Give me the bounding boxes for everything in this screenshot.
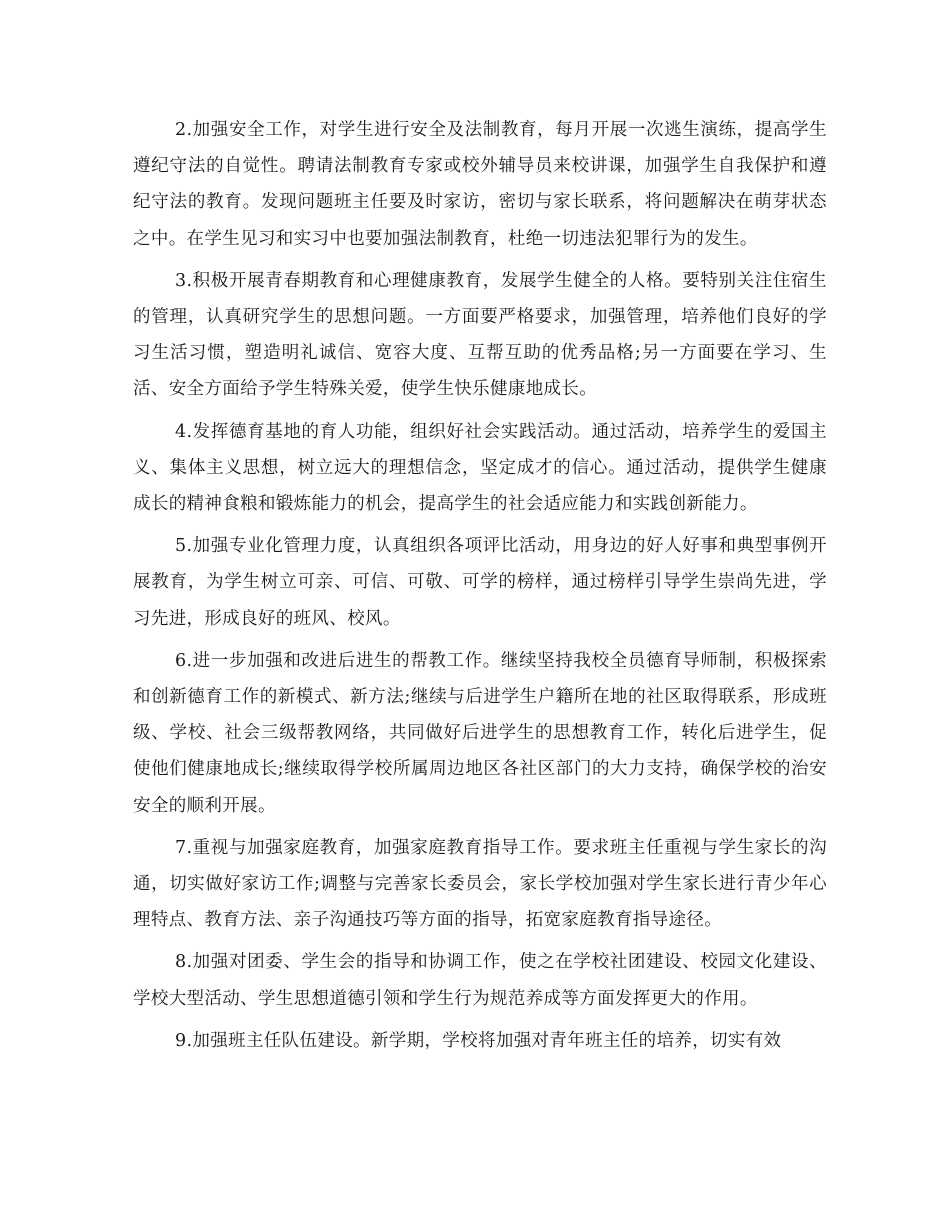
paragraph-item-8: 8.加强对团委、学生会的指导和协调工作，使之在学校社团建设、校园文化建设、学校大型活动、学生思想道德引领和学生行为规范养成等方面发挥更大的作用。: [133, 952, 827, 1009]
paragraph-item-3: 3.积极开展青春期教育和心理健康教育，发展学生健全的人格。要特别关注住宿生的管理，认真研究学生的思想问题。一方面要严格要求，加强管理，培养他们良好的学习生活习惯，塑造明礼诚信、宽容大度、互帮互助的优秀品格;另一方面要在学习、生活、安全方面给予学生特殊关爱，使学生快乐健康地成长。: [133, 270, 827, 400]
paragraph-item-4: 4.发挥德育基地的育人功能，组织好社会实践活动。通过活动，培养学生的爱国主义、集体主义思想，树立远大的理想信念，坚定成才的信心。通过活动，提供学生健康成长的精神食粮和锻炼能力的机会，提高学生的社会适应能力和实践创新能力。: [133, 421, 827, 515]
paragraph-item-6: 6.进一步加强和改进后进生的帮教工作。继续坚持我校全员德育导师制，积极探索和创新德育工作的新模式、新方法;继续与后进学生户籍所在地的社区取得联系，形成班级、学校、社会三级帮教网络，共同做好后进学生的思想教育工作，转化后进学生，促使他们健康地成长;继续取得学校所属周边地区各社区部门的大力支持，确保学校的治安安全的顺利开展。: [133, 650, 827, 816]
paragraph-item-7: 7.重视与加强家庭教育，加强家庭教育指导工作。要求班主任重视与学生家长的沟通，切实做好家访工作;调整与完善家长委员会，家长学校加强对学生家长进行青少年心理特点、教育方法、亲子沟通技巧等方面的指导，拓宽家庭教育指导途径。: [133, 837, 827, 931]
paragraph-item-5: 5.加强专业化管理力度，认真组织各项评比活动，用身边的好人好事和典型事例开展教育，为学生树立可亲、可信、可敬、可学的榜样，通过榜样引导学生崇尚先进，学习先进，形成良好的班风、校风。: [133, 536, 827, 629]
document-body: [133, 112, 827, 1065]
paragraph-item-9: 9.加强班主任队伍建设。新学期，学校将加强对青年班主任的培养，切实有效: [175, 1030, 782, 1051]
paragraph-item-2: 2.加强安全工作，对学生进行安全及法制教育，每月开展一次逃生演练，提高学生遵纪守法的自觉性。聘请法制教育专家或校外辅导员来校讲课，加强学生自我保护和遵纪守法的教育。发现问题班主任要及时家访，密切与家长联系，将问题解决在萌芽状态之中。在学生见习和实习中也要加强法制教育，杜绝一切违法犯罪行为的发生。: [133, 120, 827, 249]
